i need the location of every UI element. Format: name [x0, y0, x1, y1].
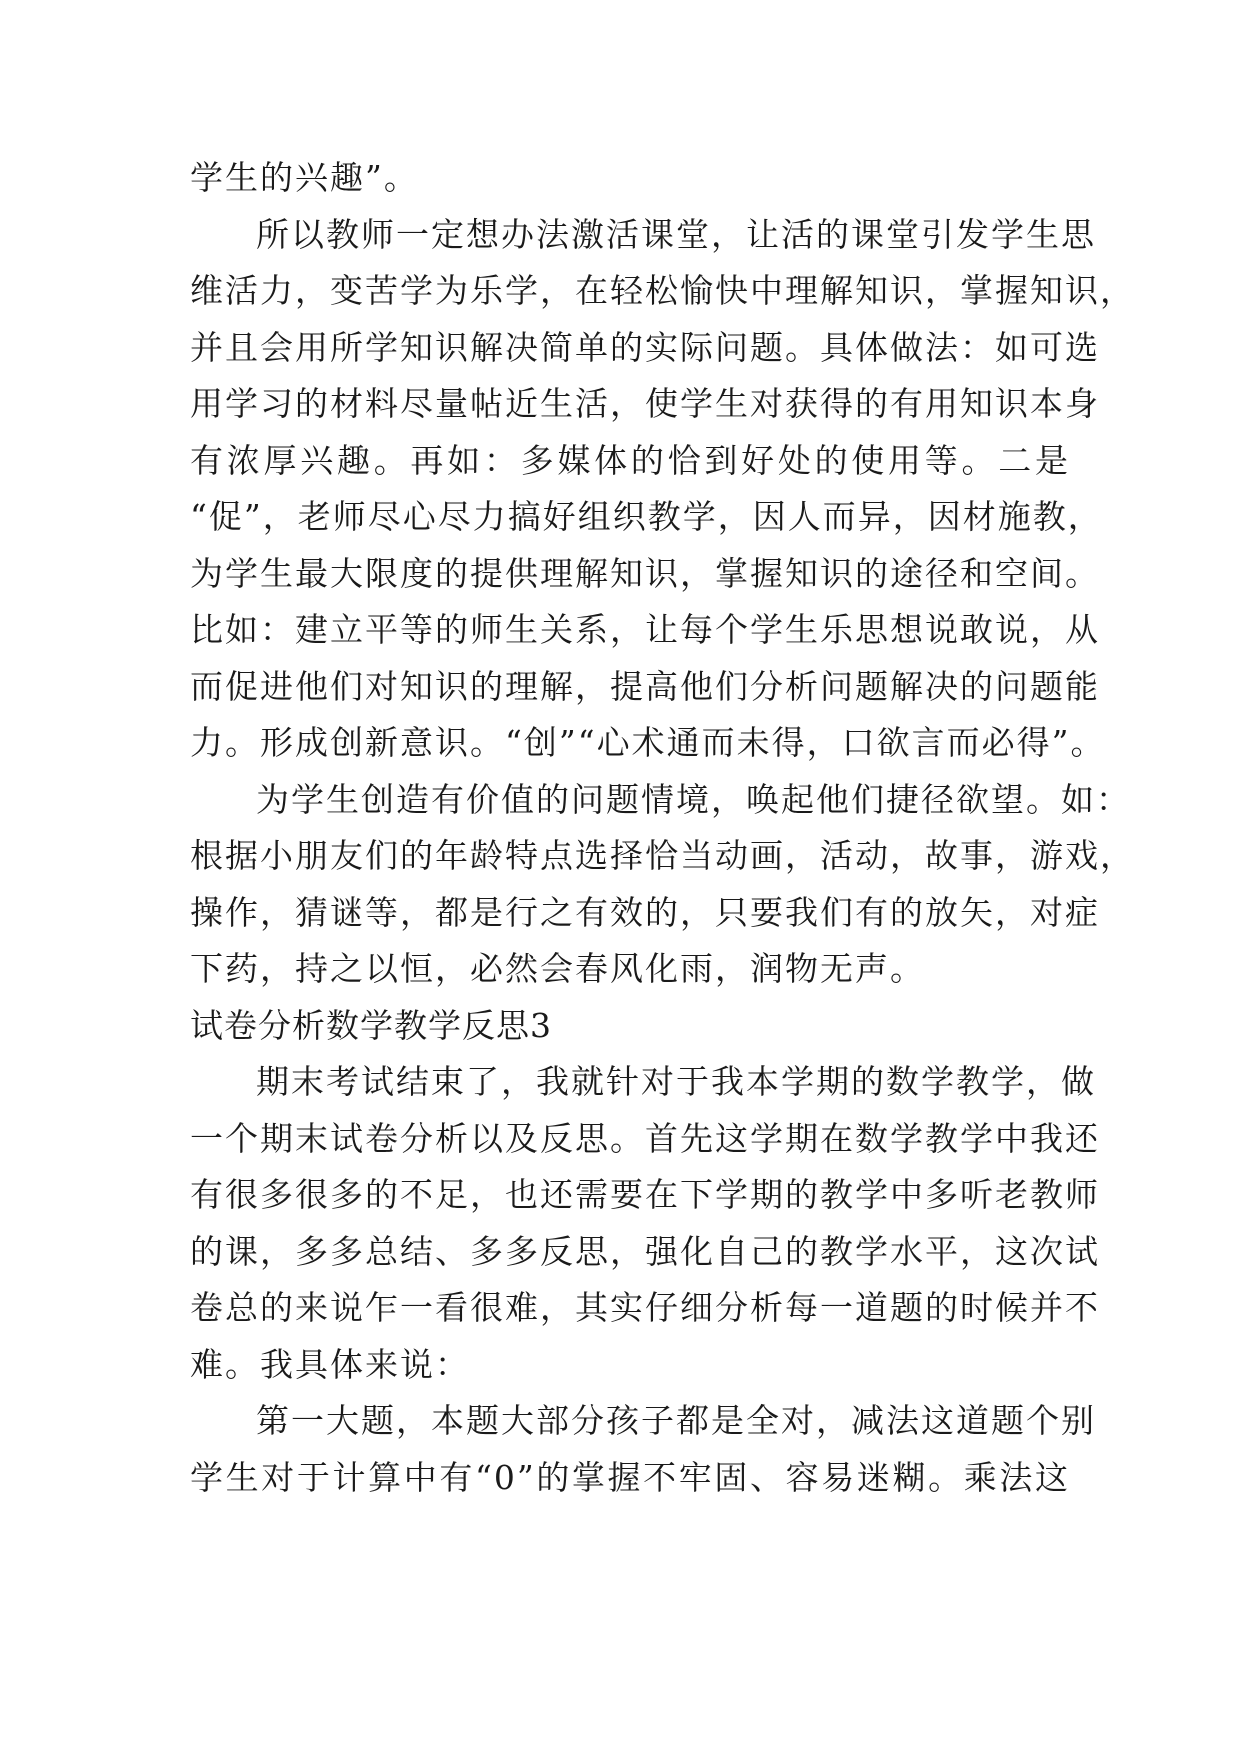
paragraph-line: 一个期末试卷分析以及反思。首先这学期在数学教学中我还	[190, 1118, 1100, 1158]
paragraph-line: 的课，多多总结、多多反思，强化自己的教学水平，这次试	[190, 1231, 1100, 1271]
paragraph-line: 根据小朋友们的年龄特点选择恰当动画，活动，故事，游戏，	[190, 836, 1135, 875]
document-body	[190, 150, 1135, 1506]
section-heading: 试卷分析数学教学反思3	[190, 1005, 552, 1045]
paragraph-line: 所以教师一定想办法激活课堂，让活的课堂引发学生思	[256, 214, 1096, 254]
paragraph-line: 比如：建立平等的师生关系，让每个学生乐思想说敢说，从	[190, 610, 1100, 649]
paragraph-line: 有浓厚兴趣。再如：多媒体的恰到好处的使用等。二是	[190, 440, 1070, 480]
paragraph-line: 并且会用所学知识解决简单的实际问题。具体做法：如可选	[190, 327, 1100, 367]
paragraph-line: 难。我具体来说：	[190, 1344, 470, 1384]
paragraph-line: 力。形成创新意识。“创”“心术通而未得，口欲言而必得”。	[190, 723, 1106, 762]
paragraph-line: 有很多很多的不足，也还需要在下学期的教学中多听老教师	[190, 1175, 1100, 1214]
paragraph-line: 而促进他们对知识的理解，提高他们分析问题解决的问题能	[190, 666, 1100, 706]
paragraph-line: 学生对于计算中有“0”的掌握不牢固、容易迷糊。乘法这	[190, 1457, 1070, 1497]
paragraph-line: 第一大题，本题大部分孩子都是全对，减法这道题个别	[256, 1401, 1096, 1440]
paragraph-line: 操作，猜谜等，都是行之有效的，只要我们有的放矢，对症	[190, 892, 1100, 932]
paragraph-line: 卷总的来说乍一看很难，其实仔细分析每一道题的时候并不	[190, 1288, 1100, 1327]
paragraph-line: 维活力，变苦学为乐学，在轻松愉快中理解知识，掌握知识，	[190, 271, 1135, 310]
paragraph-line: “促”，老师尽心尽力搞好组织教学，因人而异，因材施教，	[190, 497, 1103, 536]
paragraph-line: 下药，持之以恒，必然会春风化雨，润物无声。	[190, 949, 925, 988]
paragraph-line: 学生的兴趣”。	[190, 158, 419, 197]
paragraph-line: 为学生创造有价值的问题情境，唤起他们捷径欲望。如：	[256, 779, 1131, 819]
paragraph-line: 用学习的材料尽量帖近生活，使学生对获得的有用知识本身	[190, 384, 1100, 423]
paragraph-line: 为学生最大限度的提供理解知识，掌握知识的途径和空间。	[190, 553, 1100, 593]
paragraph-line: 期末考试结束了，我就针对于我本学期的数学教学，做	[256, 1062, 1096, 1101]
